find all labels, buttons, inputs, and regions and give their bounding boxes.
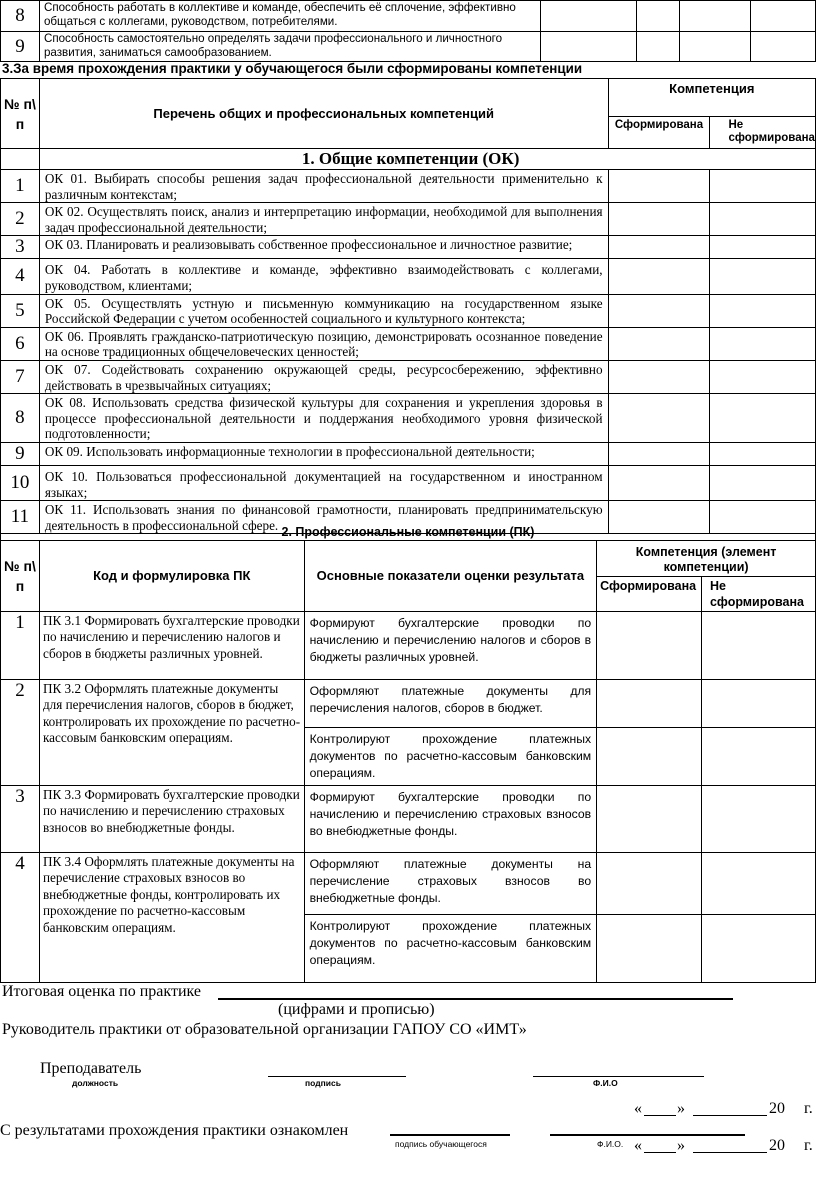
table-row: [1, 32, 816, 62]
date-open-quote: «: [634, 1100, 642, 1117]
empty-cell[interactable]: [541, 1, 637, 32]
empty-cell[interactable]: [680, 32, 751, 62]
not-formed-cell[interactable]: [701, 611, 815, 679]
table-row: [1, 785, 816, 852]
table-row: [1, 679, 816, 727]
top-rows-table: [0, 0, 816, 62]
not-formed-cell[interactable]: [701, 914, 815, 982]
row-number: 1: [1, 170, 40, 203]
table-row: [1, 852, 816, 914]
empty-cell[interactable]: [637, 32, 680, 62]
result-text: Оформляют платежные документы на перечисление страховых взносов во внебюджетные фонды.: [304, 852, 597, 914]
row-number: 1: [1, 611, 40, 679]
position-caption: должность: [72, 1078, 119, 1088]
pk-code-text: ПК 3.4 Оформлять платежные документы на перечисление страховых взносов во внебюджетные фонды, контролировать их прохождение по расчетно-кассовым банковским операциям.: [39, 852, 304, 982]
table-row: [1, 203, 816, 236]
ok-text: ОК 10. Пользоваться профессиональной документацией на государственном и иностранном языках;: [39, 465, 608, 500]
formed-cell[interactable]: [608, 327, 710, 360]
date-day-field[interactable]: [644, 1139, 676, 1153]
col-num-header: № п\ п: [1, 540, 40, 611]
student-fio-caption: Ф.И.О.: [597, 1139, 624, 1149]
section3-title: 3.За время прохождения практики у обучающегося были сформированы компетенции: [2, 61, 583, 76]
row-number: 11: [1, 501, 40, 534]
col-num-header: № п\ п: [1, 79, 40, 149]
student-signature-field[interactable]: [390, 1120, 510, 1136]
pk-section-title: 2. Профессиональные компетенции (ПК): [1, 525, 816, 540]
not-formed-cell[interactable]: [701, 852, 815, 914]
row-number: 7: [1, 360, 40, 393]
student-fio-field[interactable]: [550, 1120, 745, 1136]
empty-cell[interactable]: [541, 32, 637, 62]
table-row: [1, 442, 816, 465]
col-formed-header: Сформирована: [597, 576, 702, 611]
empty-cell[interactable]: [637, 1, 680, 32]
row-number: 3: [1, 785, 40, 852]
table-row: [1, 611, 816, 679]
col-code-header: Код и формулировка ПК: [39, 540, 304, 611]
row-number: 9: [1, 442, 40, 465]
row-number: 5: [1, 294, 40, 327]
table-row: [1, 327, 816, 360]
pk-code-text: ПК 3.2 Оформлять платежные документы для перечисления налогов, сборов в бюджет, контролировать их прохождение по расчетно-кассовым банковским операциям.: [39, 679, 304, 785]
ok-text: ОК 06. Проявлять гражданско-патриотическую позицию, демонстрировать осознанное поведение на основе традиционных общечеловеческих ценностей;: [39, 327, 608, 360]
row-number: 8: [1, 394, 40, 443]
date-month-field[interactable]: [693, 1139, 767, 1153]
formed-cell[interactable]: [597, 727, 702, 785]
formed-cell[interactable]: [608, 170, 710, 203]
ok-text: ОК 04. Работать в коллективе и команде, эффективно взаимодействовать с коллегами, руководством, клиентами;: [39, 259, 608, 294]
date-open-quote: «: [634, 1137, 642, 1154]
table-row: [1, 394, 816, 443]
empty-cell[interactable]: [751, 32, 816, 62]
fio-field[interactable]: [533, 1062, 704, 1077]
col-list-header: Перечень общих и профессиональных компетенций: [39, 79, 608, 149]
result-text: Контролируют прохождение платежных документов по расчетно-кассовым банковским операциям.: [304, 914, 597, 982]
empty-cell[interactable]: [680, 1, 751, 32]
col-indicators-header: Основные показатели оценки результата: [304, 540, 597, 611]
date-month-field[interactable]: [693, 1102, 767, 1116]
not-formed-cell[interactable]: [710, 259, 816, 294]
pk-code-text: ПК 3.3 Формировать бухгалтерские проводки по начислению и перечислению страховых взносов во внебюджетные фонды.: [39, 785, 304, 852]
row-number: 10: [1, 465, 40, 500]
ok-text: ОК 08. Использовать средства физической культуры для сохранения и укрепления здоровья в процессе профессиональной деятельности и поддержания необходимого уровня физической подготовленности;: [39, 394, 608, 443]
not-formed-cell[interactable]: [701, 785, 815, 852]
ok-text: ОК 09. Использовать информационные технологии в профессиональной деятельности;: [39, 442, 608, 465]
digits-words-hint: (цифрами и прописью): [278, 1001, 435, 1018]
final-grade-field[interactable]: [218, 982, 733, 1000]
ok-text: ОК 02. Осуществлять поиск, анализ и интерпретацию информации, необходимой для выполнения задач профессиональной деятельности;: [39, 203, 608, 236]
row-number: 2: [1, 203, 40, 236]
row-number: 4: [1, 259, 40, 294]
date-day-field[interactable]: [644, 1102, 676, 1116]
col-competence-header: Компетенция (элемент компетенции): [597, 540, 816, 576]
empty-cell[interactable]: [751, 1, 816, 32]
formed-cell[interactable]: [597, 785, 702, 852]
not-formed-cell[interactable]: [701, 679, 815, 727]
formed-cell[interactable]: [597, 914, 702, 982]
not-formed-cell[interactable]: [710, 394, 816, 443]
row-number: 4: [1, 852, 40, 982]
date-year-prefix: 20: [769, 1137, 785, 1154]
acquainted-label: С результатами прохождения практики ознакомлен: [0, 1122, 349, 1139]
table-row: [1, 465, 816, 500]
table-row: [1, 360, 816, 393]
formed-cell[interactable]: [608, 360, 710, 393]
date-close-quote: »: [677, 1100, 685, 1117]
table-row: [1, 294, 816, 327]
not-formed-cell[interactable]: [710, 294, 816, 327]
col-not-formed-header: Не сформирована: [701, 576, 815, 611]
teacher-label: Преподаватель: [40, 1060, 142, 1077]
formed-cell[interactable]: [608, 203, 710, 236]
table-row: [1, 1, 816, 32]
not-formed-cell[interactable]: [710, 203, 816, 236]
result-text: Оформляют платежные документы для перечисления налогов, сборов в бюджет.: [304, 679, 597, 727]
ok-text: ОК 05. Осуществлять устную и письменную коммуникацию на государственном языке Российской Федерации с учетом особенностей социального и культурного контекста;: [39, 294, 608, 327]
not-formed-cell[interactable]: [710, 327, 816, 360]
not-formed-cell[interactable]: [701, 727, 815, 785]
signature-caption: подпись: [305, 1078, 341, 1088]
date-close-quote: »: [677, 1137, 685, 1154]
date-year-suffix: г.: [804, 1137, 813, 1154]
formed-cell[interactable]: [608, 259, 710, 294]
formed-cell[interactable]: [597, 611, 702, 679]
pk-competence-table: [0, 525, 816, 983]
row-number: 6: [1, 327, 40, 360]
result-text: Формируют бухгалтерские проводки по начислению и перечислению страховых взносов во внебюджетные фонды.: [304, 785, 597, 852]
ok-text: ОК 11. Использовать знания по финансовой грамотности, планировать предпринимательскую деятельность в профессиональной сфере.: [39, 501, 608, 534]
ok-text: ОК 07. Содействовать сохранению окружающей среды, ресурсосбережению, эффективно действовать в чрезвычайных ситуациях;: [39, 360, 608, 393]
ok-section-title: 1. Общие компетенции (ОК): [39, 149, 815, 170]
student-signature-caption: подпись обучающегося: [395, 1139, 487, 1149]
not-formed-cell[interactable]: [710, 170, 816, 203]
fio-caption: Ф.И.О: [593, 1078, 618, 1088]
table-row: [1, 170, 816, 203]
signature-field[interactable]: [268, 1062, 406, 1077]
ok-competence-table: [0, 78, 816, 534]
row-text: Способность работать в коллективе и команде, обеспечить её сплочение, эффективно общаться с коллегами, руководством, потребителями.: [39, 1, 540, 32]
result-text: Формируют бухгалтерские проводки по начислению и перечислению налогов и сборов в бюджеты различных уровней.: [304, 611, 597, 679]
col-formed-header: Сформирована: [608, 117, 710, 149]
not-formed-cell[interactable]: [710, 465, 816, 500]
formed-cell[interactable]: [597, 679, 702, 727]
supervisor-label: Руководитель практики от образовательной организации ГАПОУ СО «ИМТ»: [2, 1021, 527, 1038]
formed-cell[interactable]: [608, 236, 710, 259]
formed-cell[interactable]: [608, 394, 710, 443]
date-year-prefix: 20: [769, 1100, 785, 1117]
date-year-suffix: г.: [804, 1100, 813, 1117]
not-formed-cell[interactable]: [710, 360, 816, 393]
formed-cell[interactable]: [608, 294, 710, 327]
ok-text: ОК 01. Выбирать способы решения задач профессиональной деятельности применительно к различным контекстам;: [39, 170, 608, 203]
formed-cell[interactable]: [608, 442, 710, 465]
row-text: Способность самостоятельно определять задачи профессионального и личностного развития, заниматься самообразованием.: [39, 32, 540, 62]
final-grade-label: Итоговая оценка по практике: [2, 983, 201, 1000]
formed-cell[interactable]: [608, 465, 710, 500]
table-row: [1, 236, 816, 259]
col-competence-header: Компетенция: [608, 79, 815, 117]
row-number: 8: [1, 1, 40, 32]
table-row: [1, 259, 816, 294]
pk-code-text: ПК 3.1 Формировать бухгалтерские проводки по начислению и перечислению налогов и сборов в бюджеты различных уровней.: [39, 611, 304, 679]
ok-text: ОК 03. Планировать и реализовывать собственное профессиональное и личностное развитие;: [39, 236, 608, 259]
row-number: 9: [1, 32, 40, 62]
not-formed-cell[interactable]: [710, 442, 816, 465]
row-number: 2: [1, 679, 40, 785]
col-not-formed-header: Не сформирована: [710, 117, 816, 149]
row-number: 3: [1, 236, 40, 259]
result-text: Контролируют прохождение платежных документов по расчетно-кассовым банковским операциям.: [304, 727, 597, 785]
not-formed-cell[interactable]: [710, 236, 816, 259]
formed-cell[interactable]: [597, 852, 702, 914]
